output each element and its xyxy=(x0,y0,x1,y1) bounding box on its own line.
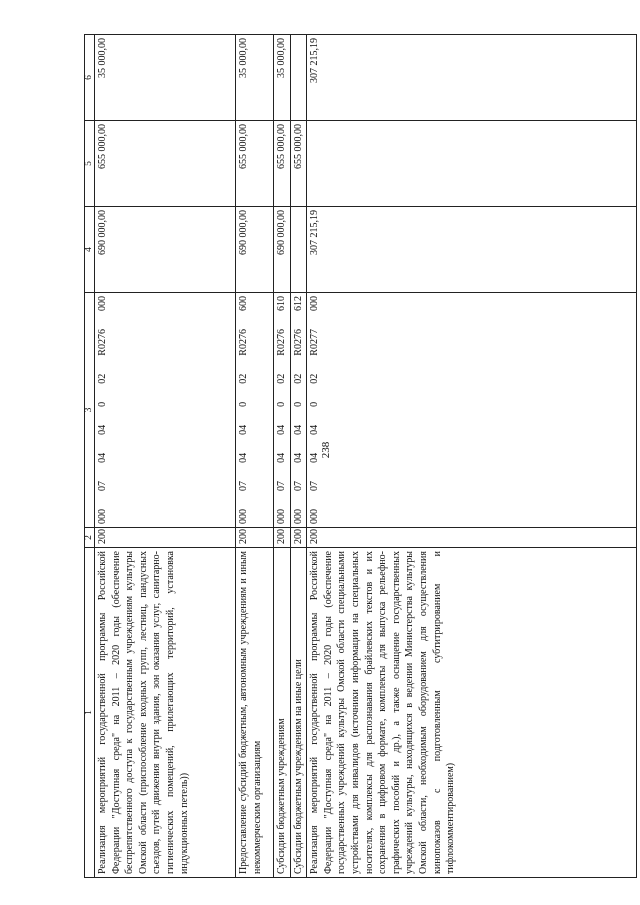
kbk-part: 04 xyxy=(97,452,108,463)
row-value-5: 655 000,00 xyxy=(274,121,291,207)
row-value-4: 690 000,00 xyxy=(274,207,291,293)
kbk-part: 04 xyxy=(292,452,304,463)
kbk-part: 04 xyxy=(292,424,304,435)
kbk-part: R0276 xyxy=(97,329,108,356)
row-name: Реализация мероприятий государственной программы Российской Федерации "Доступная среда" на 2011 – 2020 годы (обеспечение государственных учреждений культуры Омской области специальными устройствами для инвалидов (источники информации на специальных носителях, комплексы для распознавания брайлевских текстов и их сохранения в цифровом формате, комплекты для выпуска рельефно-графических пособий и др.), а также оснащение государственных учреждений культуры, находящихся в ведении Министерства культуры Омской области, необходимым оборудованием для осуществления кинопоказов с подготовленным субтитрированием и тифлокомментированием) xyxy=(307,548,637,878)
kbk-part: R0276 xyxy=(276,329,287,356)
kbk-part: R0276 xyxy=(238,329,249,356)
table-row xyxy=(236,35,274,878)
kbk-part: 04 xyxy=(238,452,249,463)
kbk-part: 07 xyxy=(97,480,108,491)
table-row xyxy=(95,35,236,878)
page-number: 238 xyxy=(320,441,332,459)
row-code: 200 xyxy=(290,528,307,548)
kbk-part: 04 xyxy=(309,424,321,435)
kbk-part: 02 xyxy=(292,373,304,384)
row-value-4: 690 000,00 xyxy=(95,207,236,293)
row-name: Субсидии бюджетным учреждениям на иные цели xyxy=(290,548,307,878)
row-value-5: 655 000,00 xyxy=(236,121,274,207)
kbk-part: 02 xyxy=(97,373,108,384)
kbk-part: 02 xyxy=(238,373,249,384)
budget-table xyxy=(84,34,637,878)
kbk-part: 0 xyxy=(309,401,321,407)
row-name: Субсидии бюджетным учреждениям xyxy=(274,548,291,878)
header-col-3: 3 xyxy=(85,293,95,528)
kbk-part: R0277 xyxy=(309,329,321,356)
kbk-part: 000 xyxy=(309,296,321,311)
row-kbk xyxy=(274,293,291,528)
header-col-5: 5 xyxy=(85,121,95,207)
table-row xyxy=(274,35,291,878)
row-code: 200 xyxy=(236,528,274,548)
row-value-6: 35 000,00 xyxy=(95,35,236,121)
kbk-part: 07 xyxy=(309,480,321,491)
kbk-part: 000 xyxy=(309,509,321,524)
header-col-1: 1 xyxy=(85,548,95,878)
kbk-part: 02 xyxy=(309,373,321,384)
kbk-part: 000 xyxy=(276,509,287,524)
row-value-6: 307 215,19 xyxy=(307,35,637,121)
kbk-part: 07 xyxy=(292,480,304,491)
row-value-4: 307 215,19 xyxy=(307,207,637,293)
kbk-part: 000 xyxy=(97,509,108,524)
kbk-part: 0 xyxy=(292,401,304,407)
kbk-part: 02 xyxy=(276,373,287,384)
kbk-part: 000 xyxy=(238,509,249,524)
budget-table-sheet xyxy=(84,36,640,878)
header-row xyxy=(85,35,95,878)
row-kbk xyxy=(236,293,274,528)
header-col-4: 4 xyxy=(85,207,95,293)
row-name: Реализация мероприятий государственной программы Российской Федерации "Доступная среда" на 2011 – 2020 годы (обеспечение беспрепятственного доступа к государственным учреждениям культуры Омской области (приспособление входных групп, лестниц, пандусных съездов, путей движения внутри здания, зон оказания услуг, санитарно-гигиенических помещений, прилегающих территорий, установка индукционных петель)) xyxy=(95,548,236,878)
table-row xyxy=(307,35,637,878)
header-col-2: 2 xyxy=(85,528,95,548)
row-value-5 xyxy=(307,121,637,207)
row-code: 200 xyxy=(274,528,291,548)
row-name: Предоставление субсидий бюджетным, автономным учреждениям и иным некоммерческим организациям xyxy=(236,548,274,878)
kbk-part: 07 xyxy=(238,480,249,491)
kbk-part: 000 xyxy=(292,509,304,524)
kbk-part: 04 xyxy=(276,424,287,435)
kbk-part: 04 xyxy=(309,452,321,463)
kbk-part: 610 xyxy=(276,296,287,311)
kbk-part: 04 xyxy=(238,424,249,435)
kbk-part: 0 xyxy=(97,401,108,407)
kbk-part: 04 xyxy=(97,424,108,435)
budget-table-rotated xyxy=(84,36,640,878)
kbk-part: 612 xyxy=(292,296,304,311)
row-kbk xyxy=(290,293,307,528)
kbk-part: 07 xyxy=(276,480,287,491)
kbk-part: 04 xyxy=(276,452,287,463)
row-kbk xyxy=(307,293,637,528)
row-value-6: 35 000,00 xyxy=(274,35,291,121)
kbk-part: 000 xyxy=(97,296,108,311)
kbk-part: 0 xyxy=(276,401,287,407)
row-value-6 xyxy=(290,35,307,121)
kbk-part: R0276 xyxy=(292,329,304,356)
row-value-5: 655 000,00 xyxy=(290,121,307,207)
row-code: 200 xyxy=(307,528,637,548)
kbk-part: 600 xyxy=(238,296,249,311)
row-value-4: 690 000,00 xyxy=(236,207,274,293)
table-row xyxy=(290,35,307,878)
row-value-6: 35 000,00 xyxy=(236,35,274,121)
header-col-6: 6 xyxy=(85,35,95,121)
row-value-4 xyxy=(290,207,307,293)
kbk-part: 0 xyxy=(238,401,249,407)
row-code: 200 xyxy=(95,528,236,548)
row-value-5: 655 000,00 xyxy=(95,121,236,207)
row-kbk xyxy=(95,293,236,528)
